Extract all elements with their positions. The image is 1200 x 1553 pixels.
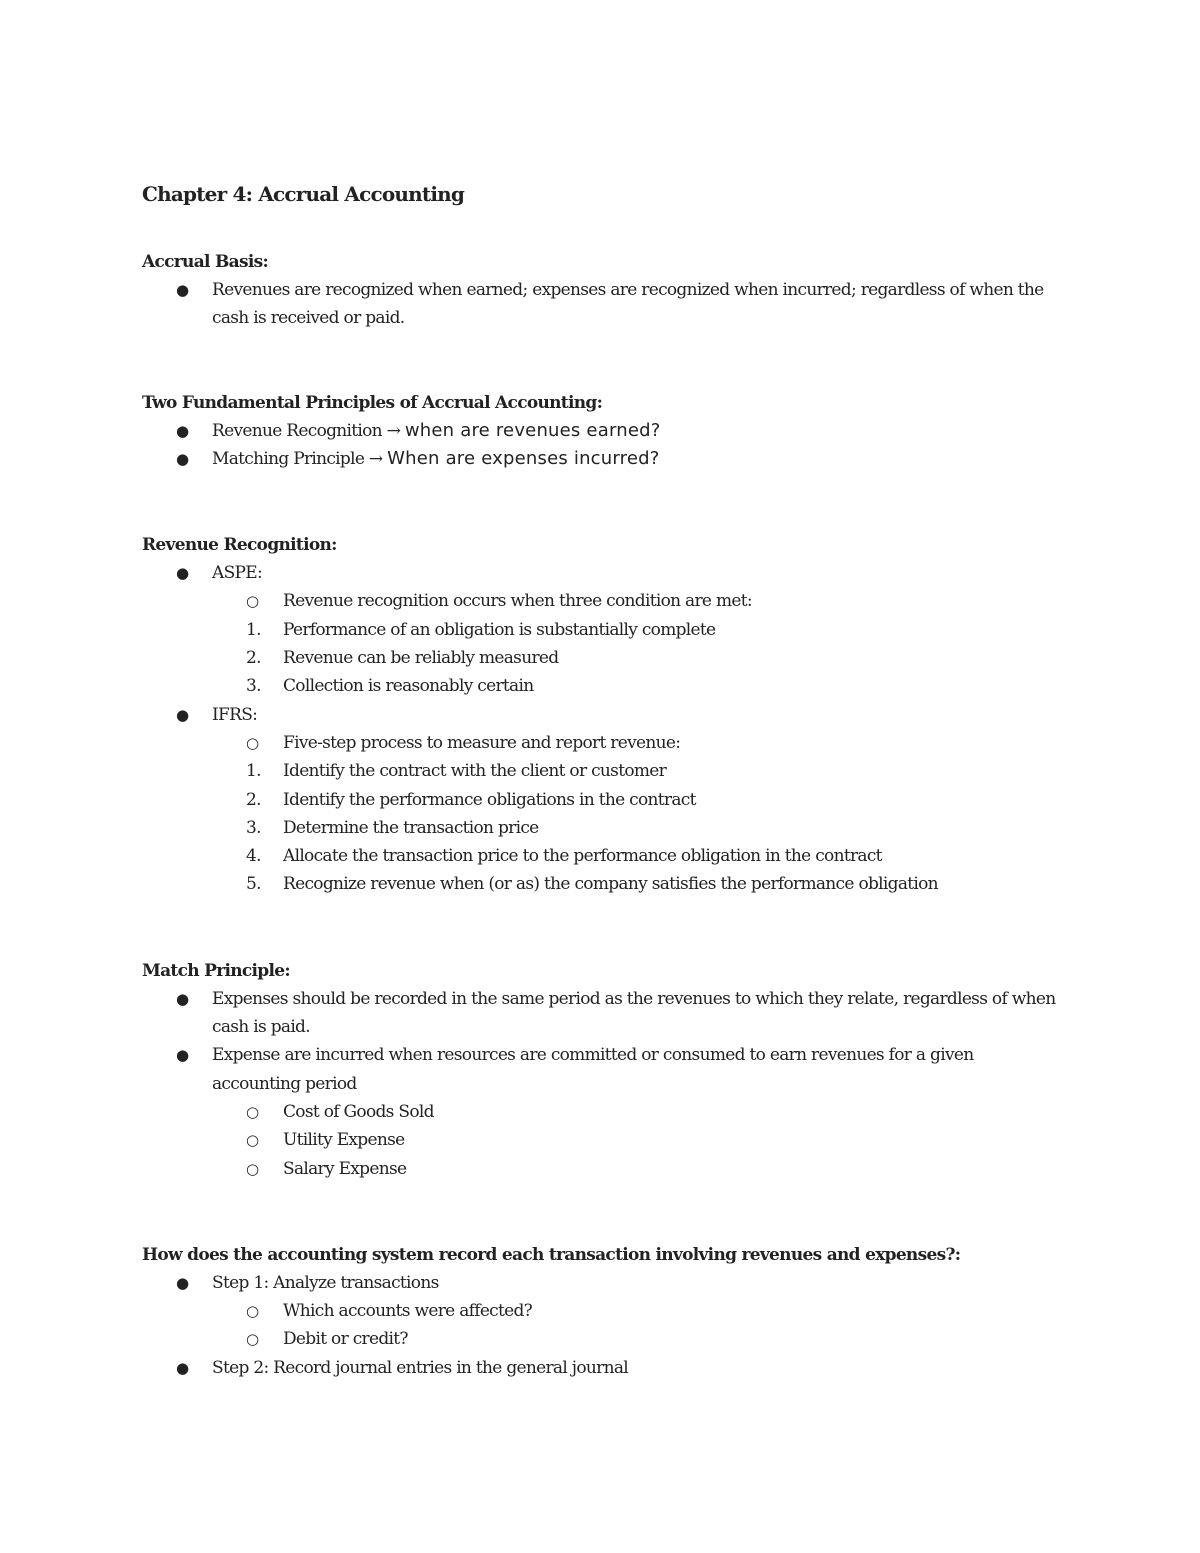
list-item-text: Which accounts were affected? bbox=[283, 1301, 533, 1322]
list-item bbox=[142, 842, 1062, 870]
section-heading: Match Principle: bbox=[142, 960, 290, 981]
list-item bbox=[142, 985, 1062, 1042]
list-item bbox=[142, 757, 1062, 785]
list-number: 1. bbox=[246, 761, 261, 782]
list-item bbox=[142, 616, 1062, 644]
list-item-text: Cost of Goods Sold bbox=[283, 1101, 434, 1122]
list-item bbox=[142, 644, 1062, 672]
circle-bullet-icon: ○ bbox=[246, 1302, 259, 1321]
list-item-text: Revenue recognition occurs when three condition are met: bbox=[283, 591, 752, 612]
list-item bbox=[142, 1325, 1062, 1353]
list-item bbox=[142, 559, 1062, 587]
list-item bbox=[142, 1155, 1062, 1183]
list-item-text: Performance of an obligation is substantially complete bbox=[283, 619, 716, 640]
list-item-text: Utility Expense bbox=[283, 1130, 405, 1151]
bullet-icon: ● bbox=[176, 989, 189, 1008]
list-item bbox=[142, 1041, 1062, 1098]
circle-bullet-icon: ○ bbox=[246, 1131, 259, 1150]
list-item-text: Expenses should be recorded in the same period as the revenues to which they relate, regardless of when cash is paid. bbox=[212, 988, 1056, 1038]
section-accrual-basis bbox=[142, 248, 1062, 333]
section-match-principle bbox=[142, 957, 1062, 1183]
list-number: 4. bbox=[246, 846, 261, 867]
list-item-text: Expense are incurred when resources are committed or consumed to earn revenues for a given accounting period bbox=[212, 1045, 974, 1094]
list-item bbox=[142, 445, 1062, 473]
bullet-icon: ● bbox=[176, 1273, 189, 1292]
bullet-icon: ● bbox=[176, 281, 189, 299]
list-item bbox=[142, 1126, 1062, 1154]
list-item-text: Determine the transaction price bbox=[283, 817, 539, 838]
section-principles bbox=[142, 389, 1062, 474]
document-page bbox=[142, 178, 1062, 1382]
section-recording bbox=[142, 1241, 1062, 1382]
list-item-text: Five-step process to measure and report revenue: bbox=[283, 732, 681, 753]
list-item bbox=[142, 587, 1062, 615]
bullet-icon: ● bbox=[176, 705, 189, 724]
list-item bbox=[142, 729, 1062, 757]
list-item bbox=[142, 1297, 1062, 1325]
circle-bullet-icon: ○ bbox=[246, 733, 259, 752]
list-item-text: Revenues are recognized when earned; expenses are recognized when incurred; regardless of when the cash is received or paid. bbox=[212, 280, 1044, 329]
circle-bullet-icon: ○ bbox=[246, 592, 259, 611]
list-item bbox=[142, 1098, 1062, 1126]
list-item-text: Allocate the transaction price to the performance obligation in the contract bbox=[283, 846, 882, 867]
list-item bbox=[142, 1354, 1062, 1382]
bullet-icon: ● bbox=[176, 421, 189, 440]
list-item bbox=[142, 786, 1062, 814]
list-number: 2. bbox=[246, 648, 261, 669]
list-item bbox=[142, 814, 1062, 842]
list-item-label: Matching Principle → bbox=[212, 448, 388, 469]
list-item bbox=[142, 672, 1062, 700]
circle-bullet-icon: ○ bbox=[246, 1102, 259, 1121]
page-title: Chapter 4: Accrual Accounting bbox=[142, 182, 465, 206]
list-number: 2. bbox=[246, 789, 261, 810]
list-item-label: Revenue Recognition → bbox=[212, 420, 405, 441]
section-revenue-recognition bbox=[142, 531, 1062, 899]
list-item bbox=[142, 701, 1062, 729]
list-item-text: Identify the performance obligations in the contract bbox=[283, 789, 696, 810]
circle-bullet-icon: ○ bbox=[246, 1159, 259, 1178]
list-number: 1. bbox=[246, 619, 261, 640]
list-item-question: when are revenues earned? bbox=[404, 419, 661, 441]
list-item-text: Identify the contract with the client or customer bbox=[283, 761, 667, 782]
list-number: 3. bbox=[246, 676, 261, 697]
list-item bbox=[142, 870, 1062, 898]
list-item-text: ASPE: bbox=[212, 563, 262, 584]
list-item-text: Revenue can be reliably measured bbox=[283, 648, 559, 669]
list-item bbox=[142, 417, 1062, 445]
list-number: 5. bbox=[246, 874, 261, 895]
section-heading: Two Fundamental Principles of Accrual Accounting: bbox=[142, 392, 603, 413]
list-item bbox=[142, 1269, 1062, 1297]
bullet-icon: ● bbox=[176, 1046, 189, 1065]
section-heading: Accrual Basis: bbox=[142, 252, 269, 272]
bullet-icon: ● bbox=[176, 1358, 189, 1377]
bullet-icon: ● bbox=[176, 564, 189, 583]
list-item-text: Recognize revenue when (or as) the company satisfies the performance obligation bbox=[283, 874, 938, 895]
list-number: 3. bbox=[246, 817, 261, 838]
list-item-text: Step 2: Record journal entries in the general journal bbox=[212, 1357, 628, 1378]
list-item-text: Salary Expense bbox=[283, 1158, 407, 1179]
list-item-text: Debit or credit? bbox=[283, 1329, 408, 1350]
list-item-question: When are expenses incurred? bbox=[387, 447, 660, 469]
list-item-text: Step 1: Analyze transactions bbox=[212, 1272, 439, 1293]
section-heading: Revenue Recognition: bbox=[142, 535, 337, 556]
bullet-icon: ● bbox=[176, 449, 189, 468]
section-heading: How does the accounting system record each transaction involving revenues and expenses?: bbox=[142, 1244, 961, 1265]
list-item-text: IFRS: bbox=[212, 704, 258, 725]
list-item bbox=[142, 276, 1062, 333]
list-item-text: Collection is reasonably certain bbox=[283, 676, 534, 697]
circle-bullet-icon: ○ bbox=[246, 1330, 259, 1349]
